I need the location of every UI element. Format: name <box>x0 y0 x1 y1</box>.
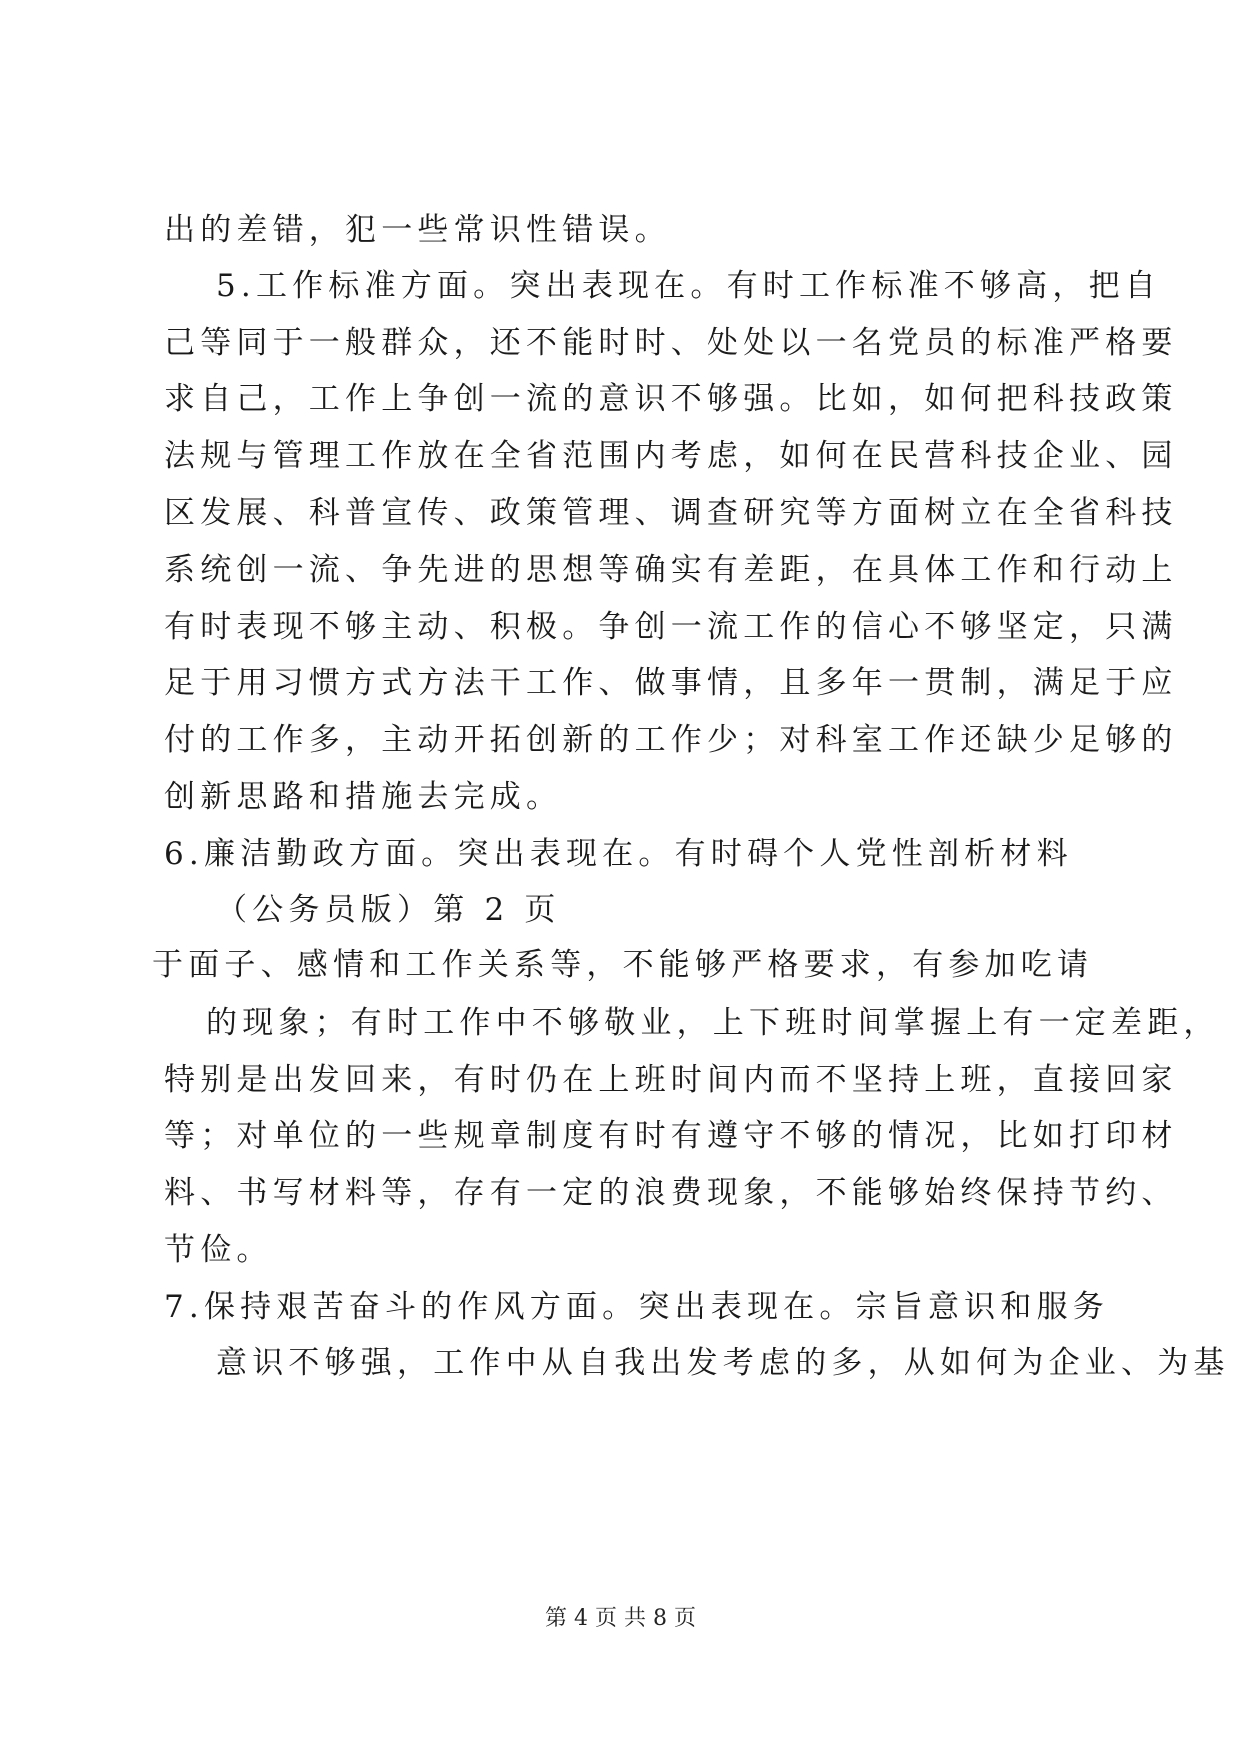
text-line: 特别是出发回来，有时仍在上班时间内而不坚持上班，直接回家 <box>164 1062 1178 1098</box>
text-line: 于面子、感情和工作关系等，不能够严格要求，有参加吃请 <box>152 947 1094 983</box>
text-line: 付的工作多，主动开拓创新的工作少；对科室工作还缺少足够的 <box>164 722 1178 758</box>
page-footer: 第 4 页 共 8 页 <box>545 1606 696 1631</box>
text-line: 料、书写材料等，存有一定的浪费现象，不能够始终保持节约、 <box>164 1175 1178 1211</box>
paragraph-heading-7: 意识不够强，工作中从自我出发考虑的多，从如何为企业、为基 <box>216 1345 1230 1381</box>
text-line: 己等同于一般群众，还不能时时、处处以一名党员的标准严格要 <box>164 325 1178 361</box>
text-line: 系统创一流、争先进的思想等确实有差距，在具体工作和行动上 <box>164 552 1178 588</box>
text-line: 创新思路和措施去完成。 <box>164 779 563 815</box>
text-line: 区发展、科普宣传、政策管理、调查研究等方面树立在全省科技 <box>164 495 1178 531</box>
text-line: 的现象；有时工作中不够敬业，上下班时间掌握上有一定差距， <box>206 1005 1220 1041</box>
text-line: 出的差错，犯一些常识性错误。 <box>164 212 671 248</box>
paragraph-heading-5: 5.工作标准方面。突出表现在。有时工作标准不够高，把自 <box>216 268 1161 304</box>
text-line: 7.保持艰苦奋斗的作风方面。突出表现在。宗旨意识和服务 <box>164 1289 1109 1325</box>
text-line: 有时表现不够主动、积极。争创一流工作的信心不够坚定，只满 <box>164 609 1178 645</box>
paragraph-heading-6: （公务员版）第 2 页 <box>216 892 561 928</box>
text-line: 求自己，工作上争创一流的意识不够强。比如，如何把科技政策 <box>164 381 1178 417</box>
text-line: 节俭。 <box>164 1232 273 1268</box>
text-line: 法规与管理工作放在全省范围内考虑，如何在民营科技企业、园 <box>164 438 1178 474</box>
text-line: 6.廉洁勤政方面。突出表现在。有时碍个人党性剖析材料 <box>164 836 1073 872</box>
text-line: 足于用习惯方式方法干工作、做事情，且多年一贯制，满足于应 <box>164 665 1178 701</box>
text-line: 等；对单位的一些规章制度有时有遵守不够的情况，比如打印材 <box>164 1118 1178 1154</box>
